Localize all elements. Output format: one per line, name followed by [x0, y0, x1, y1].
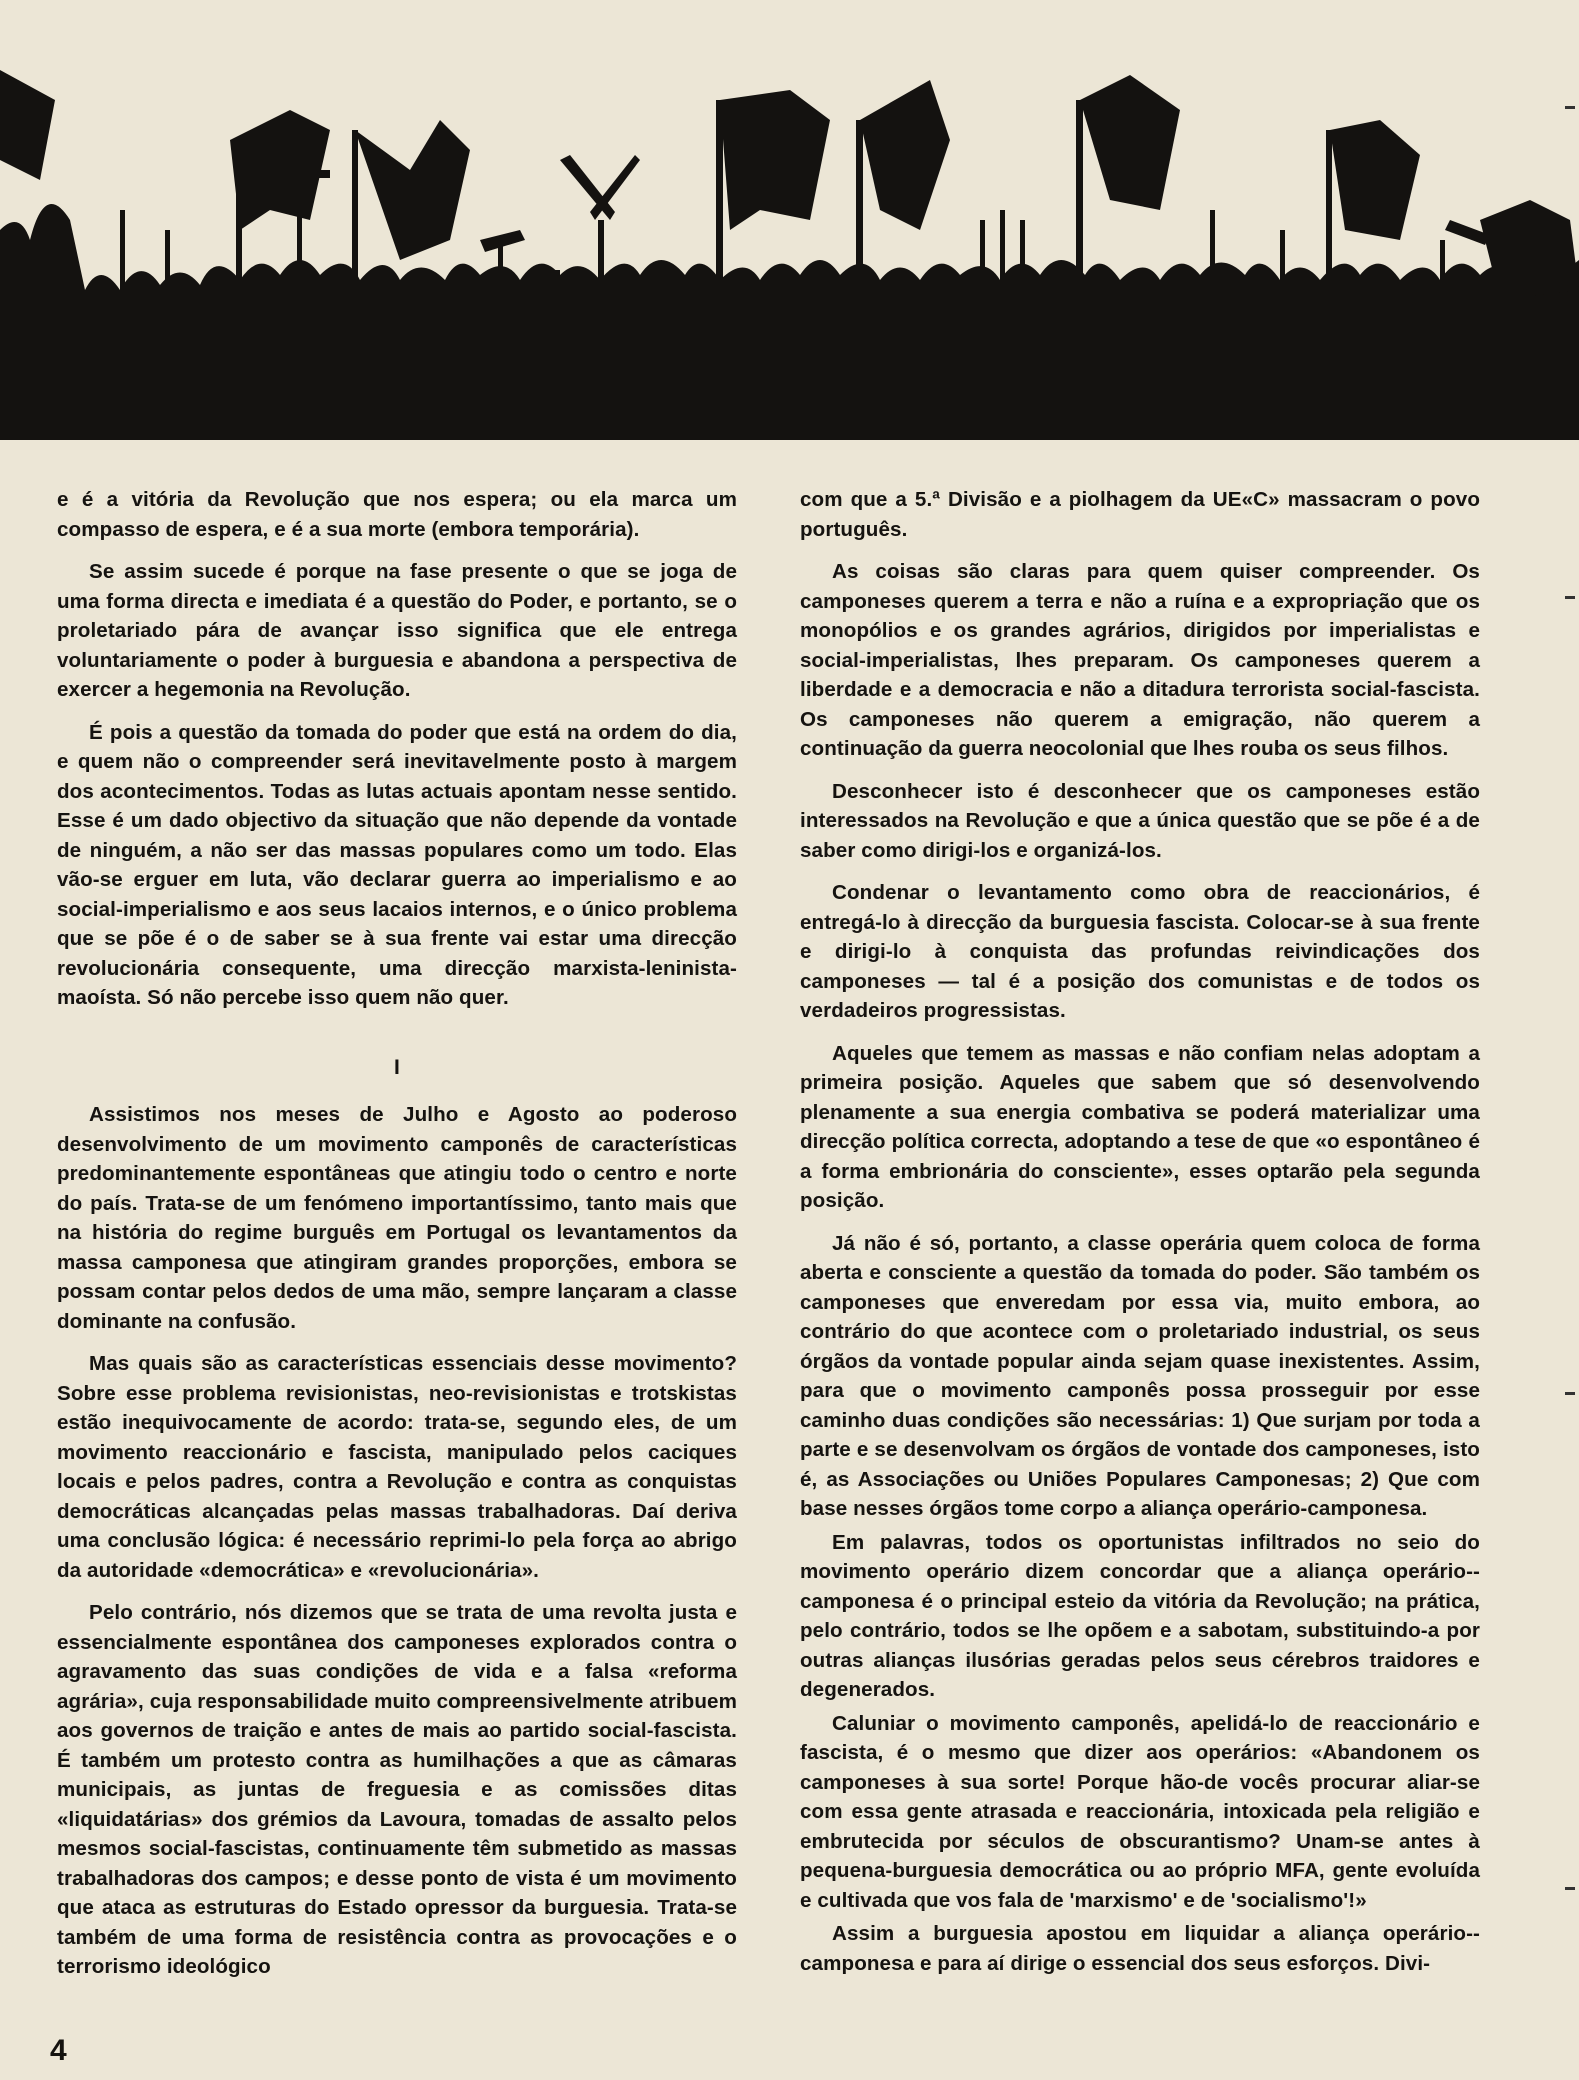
paragraph: Se assim sucede é porque na fase presente o que se joga de uma forma directa e imediata é a questão do Poder, e portanto, se o proletariado pára de avançar isso significa que ele entrega voluntariamente o poder à burguesia e abandona a perspectiva de exercer a hegemonia na Revolução. [57, 560, 737, 701]
paragraph: Pelo contrário, nós dizemos que se trata de uma revolta justa e essencialmente espontânea dos camponeses explorados contra o agravamento das suas condições de vida e a falsa «reforma agrária», cuja responsabilidade muito compreensivelmente atribuem aos governos de traição e antes de mais ao partido social-fascista. É também um protesto contra as humilhações a que as câmaras municipais, as juntas de freguesia e as comissões ditas «liquidatárias» dos grémios da Lavoura, tomadas de assalto pelos mesmos social-fascistas, continuamente têm submetido as massas trabalhadoras dos campos; e desse ponto de vista é um movimento que ataca as estruturas do Estado opressor da burguesia. Trata-se também de uma forma de resistência contra as provocações e o terrorismo ideológico [57, 1601, 737, 1978]
paragraph: Desconhecer isto é desconhecer que os camponeses estão interessados na Revolução e que a única questão que se põe é a de saber como dirigi-los e organizá-los. [800, 779, 1480, 862]
page-number: 4 [50, 2034, 67, 2067]
paragraph: Já não é só, portanto, a classe operária quem coloca de forma aberta e consciente a questão da tomada do poder. São também os camponeses que enveredam por essa via, muito embora, ao contrário do que acontece com o proletariado industrial, os seus órgãos da vontade popular ainda sejam quase inexistentes. Assim, para que o movimento camponês possa prosseguir por esse caminho duas condições são necessárias: 1) Que surjam por toda a parte e se desenvolvam os órgãos de vontade dos camponeses, isto é, as Associações ou Uniões Populares Camponesas; 2) Que com base nesses órgãos tome corpo a aliança operário-camponesa. [800, 1231, 1480, 1520]
paragraph: Mas quais são as características essenciais desse movimento? Sobre esse problema revisionistas, neo-revisionistas e trotskistas estão inequivocamente de acordo: trata-se, segundo eles, de um movimento reaccionário e fascista, manipulado pelos caciques locais e pelos padres, contra a Revolução e contra as conquistas democráticas alcançadas pelas massas trabalhadoras. Daí deriva uma conclusão lógica: é necessário reprimi-lo pela força ao abrigo da autoridade «democrática» e «revolucionária». [57, 1352, 737, 1582]
left-column [57, 485, 737, 1995]
paragraph: e é a vitória da Revolução que nos espera; ou ela marca um compasso de espera, e é a sua morte (embora temporária). [57, 488, 737, 541]
paragraph: Assim a burguesia apostou em liquidar a aliança operário--camponesa e para aí dirige o essencial dos seus esforços. Divi- [800, 1922, 1480, 1975]
section-heading: I [394, 1055, 400, 1079]
edge-mark [1565, 106, 1575, 109]
paragraph: Assistimos nos meses de Julho e Agosto ao poderoso desenvolvimento de um movimento camponês de características predominantemente espontâneas que atingiu todo o centro e norte do país. Trata-se de um fenómeno importantíssimo, tanto mais que na história do regime burguês em Portugal os levantamentos da massa camponesa que atingiram grandes proporções, embora se possam contar pelos dedos de uma mão, sempre lançaram a classe dominante na confusão. [57, 1103, 737, 1333]
paragraph: As coisas são claras para quem quiser compreender. Os camponeses querem a terra e não a ruína e a expropriação que os monopólios e os grandes agrários, dirigidos por imperialistas e social-imperialistas, lhes preparam. Os camponeses querem a liberdade e a democracia e não a ditadura terrorista social-fascista. Os camponeses não querem a emigração, não querem a continuação da guerra neocolonial que lhes rouba os seus filhos. [800, 560, 1480, 760]
edge-mark [1565, 1887, 1575, 1890]
paragraph: É pois a questão da tomada do poder que está na ordem do dia, e quem não o compreender será inevitavelmente posto à margem dos acontecimentos. Todas as lutas actuais apontam nesse sentido. Esse é um dado objectivo da situação que não depende da vontade de ninguém, a não ser das massas populares como um todo. Elas vão-se erguer em luta, vão declarar guerra ao imperialismo e ao social-imperialismo e aos seus lacaios internos, e o único problema que se põe é o de saber se à sua frente vai estar uma direcção revolucionária consequente, uma direcção marxista-leninista-maoísta. Só não percebe isso quem não quer. [57, 720, 737, 1009]
edge-mark [1565, 596, 1575, 599]
edge-mark [1565, 1392, 1575, 1395]
paragraph: com que a 5.ª Divisão e a piolhagem da UE«C» massacram o povo português. [800, 488, 1480, 541]
paragraph: Condenar o levantamento como obra de reaccionários, é entregá-lo à direcção da burguesia fascista. Colocar-se à sua frente e dirigi-lo à conquista das profundas reivindicações dos camponeses — tal é a posição dos comunistas e de todos os verdadeiros progressistas. [800, 881, 1480, 1022]
paragraph: Caluniar o movimento camponês, apelidá-lo de reaccionário e fascista, é o mesmo que dizer aos operários: «Abandonem os camponeses à sua sorte! Porque hão-de vocês procurar aliar-se com essa gente atrasada e reaccionária, intoxicada pela religião e embrutecida por séculos de obscurantismo? Unam-se antes à pequena-burguesia democrática ou ao próprio MFA, gente evoluída e cultivada que vos fala de 'marxismo' e de 'socialismo'!» [800, 1711, 1480, 1912]
right-column [800, 485, 1480, 1982]
crowd-flags-banner-icon [0, 60, 1579, 440]
paragraph: Aqueles que temem as massas e não confiam nelas adoptam a primeira posição. Aqueles que sabem que só desenvolvendo plenamente a sua energia combativa se poderá materializar uma direcção política correcta, adoptando a tese de que «o espontâneo é a forma embrionária do consciente», esses optarão pela segunda posição. [800, 1041, 1480, 1212]
paragraph: Em palavras, todos os oportunistas infiltrados no seio do movimento operário dizem concordar que a aliança operário--camponesa é o principal esteio da vitória da Revolução; na prática, pelo contrário, todos se lhe opõem e a sabotam, substituindo-a por outras alianças ilusórias geradas pelos seus cérebros traidores e degenerados. [800, 1530, 1480, 1701]
